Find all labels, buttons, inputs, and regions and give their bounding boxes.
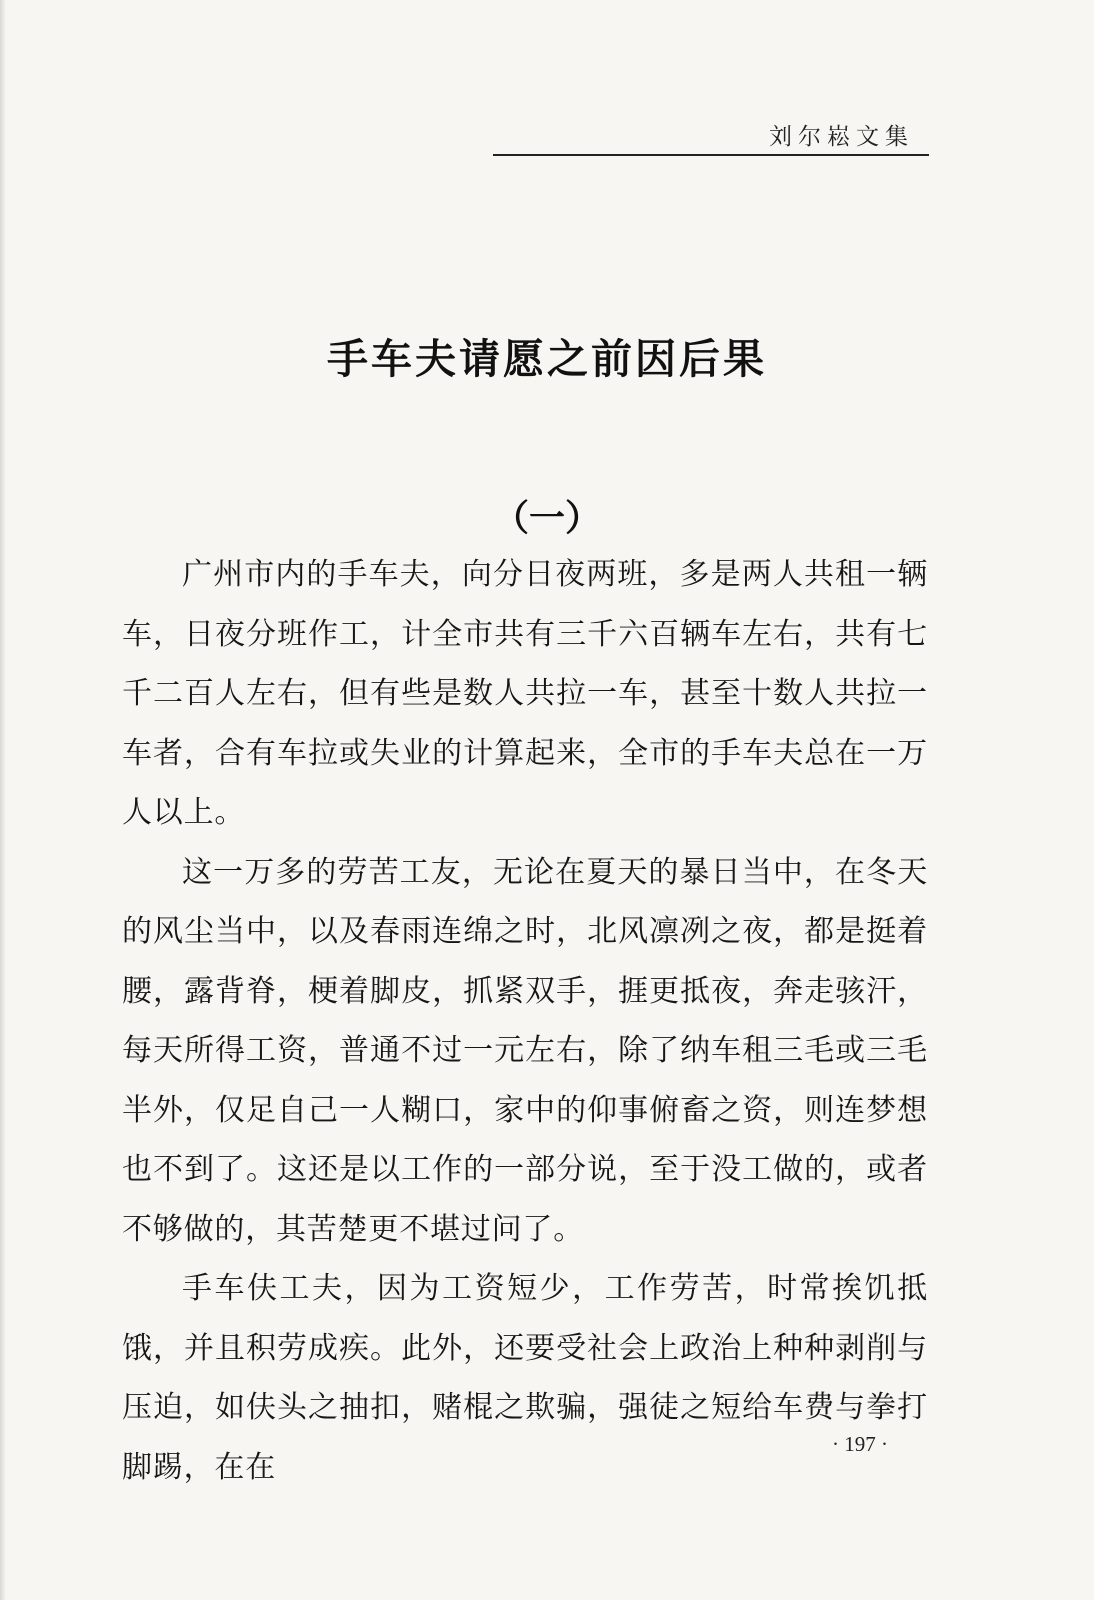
article-title: 手车夫请愿之前因后果 xyxy=(327,335,767,383)
paragraph: 这一万多的劳苦工友，无论在夏天的暴日当中，在冬天的风尘当中，以及春雨连绵之时，北风凛冽之夜，都是挺着腰，露背脊，梗着脚皮，抓紧双手，捱更抵夜，奔走骇汗，每天所得工资，普通不过一元左右，除了纳车租三毛或三毛半外，仅足自己一人糊口，家中的仰事俯畜之资，则连梦想也不到了。这还是以工作的一部分说，至于没工做的，或者不够做的，其苦楚更不堪过问了。 xyxy=(122,854,928,1247)
paragraph: 广州市内的手车夫，向分日夜两班，多是两人共租一辆车，日夜分班作工，计全市共有三千六百辆车左右，共有七千二百人左右，但有些是数人共拉一车，甚至十数人共拉一车者，合有车拉或失业的计算起来，全市的手车夫总在一万人以上。 xyxy=(122,557,928,830)
header-rule xyxy=(493,154,929,156)
article-body xyxy=(122,545,928,1497)
section-number: （一） xyxy=(492,498,601,539)
page-edge-shadow xyxy=(0,0,6,1600)
paragraph: 手车伕工夫，因为工资短少，工作劳苦，时常挨饥抵饿，并且积劳成疾。此外，还要受社会上政治上种种剥削与压迫，如伕头之抽扣，赌棍之欺骗，强徒之短给车费与拳打脚踢，在在 xyxy=(122,1271,928,1485)
page-number: · 197 · xyxy=(832,1432,888,1456)
running-header: 刘尔崧文集 xyxy=(769,124,914,150)
